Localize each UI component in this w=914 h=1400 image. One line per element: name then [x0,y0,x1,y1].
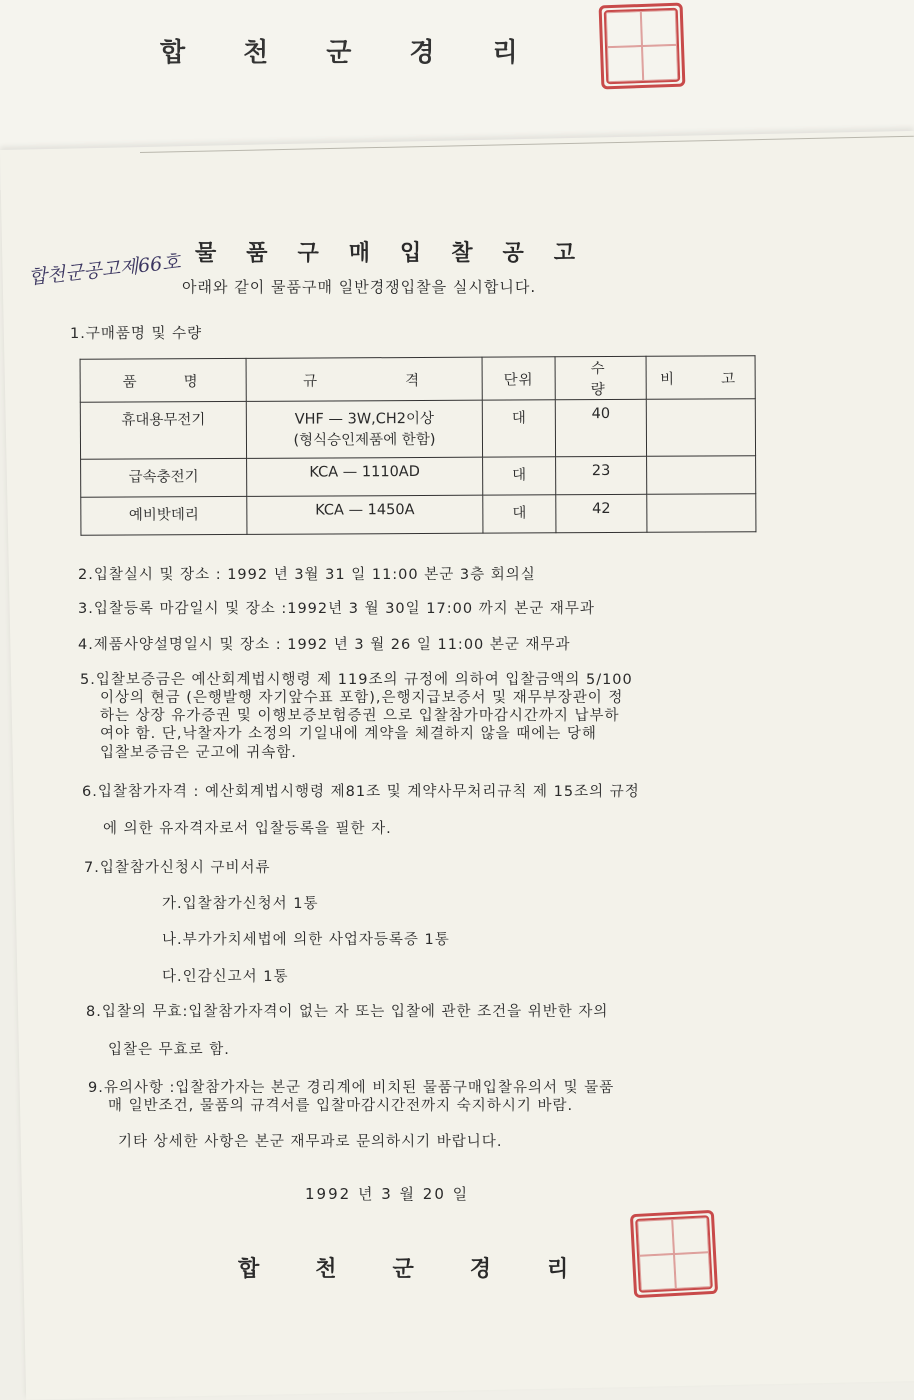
issuer-signature: 합천군경리 [238,1257,625,1282]
announcement-date: 1992 년 3 월 20 일 [305,1185,470,1203]
item-9-line: 9.유의사항 :입찰참가자는 본군 경리계에 비치된 물품구매입찰유의서 및 물품 [88,1080,615,1096]
item-5-line: 입찰보증금은 군고에 귀속함. [100,745,297,761]
table-row [81,494,756,536]
item-7-heading: 7.입찰참가신청시 구비서류 [84,860,271,876]
cell-qty: 42 [556,494,647,532]
cell-qty: 23 [556,456,647,494]
page-title: 물품구매입찰공고 [195,241,606,266]
cell-unit: 대 [483,457,556,495]
intro-text: 아래와 같이 물품구매 일반경쟁입찰을 실시합니다. [182,278,537,296]
item-6-line: 6.입찰참가자격 : 예산회계법시행령 제81조 및 계약사무처리규칙 제 15조의 규정 [82,784,640,800]
cell-spec-note: (형식승인제품에 한함) [293,431,436,449]
cell-spec-main: VHF — 3W,CH2이상 [294,410,435,428]
item-8-line: 8.입찰의 무효:입찰참가자격이 없는 자 또는 입찰에 관한 조건을 위반한 자의 [86,1004,609,1020]
table-row [80,399,755,460]
cell-spec: KCA — 1110AD [247,457,483,496]
item-4: 4.제품사양설명일시 및 장소 : 1992 년 3 월 26 일 11:00 본군 재무과 [78,637,571,653]
cell-spec [246,400,482,458]
cell-unit: 대 [482,400,555,457]
item-9-line: 매 일반조건, 물품의 규격서를 입찰마감시간전까지 숙지하시기 바람. [108,1098,574,1114]
header-name: 품 명 [80,358,246,402]
cell-remark [647,456,756,495]
item-5-line: 이상의 현금 (은행발행 자기앞수표 포함),은행지급보증서 및 재무부장관이 정 [100,690,624,706]
cell-qty: 40 [555,399,646,456]
item-3: 3.입찰등록 마감일시 및 장소 :1992년 3 월 30일 17:00 까지 본군 재무과 [78,601,595,617]
item-5-line: 하는 상장 유가증권 및 이행보증보험증권 으로 입찰참가마감시간까지 납부하 [100,708,620,724]
item-8-line: 입찰은 무효로 함. [108,1042,230,1058]
header-remark: 비 고 [646,356,755,400]
cell-name: 급속충전기 [81,458,247,497]
cell-spec: KCA — 1450A [247,495,483,534]
official-seal-bottom [630,1210,718,1298]
cell-name: 예비밧데리 [81,496,247,535]
item-7-sub: 다.인감신고서 1통 [162,969,289,985]
item-5-line: 5.입찰보증금은 예산회계법시행령 제 119조의 규정에 의하여 입찰금액의 5/100 [80,672,633,688]
closing-text: 기타 상세한 사항은 본군 재무과로 문의하시기 바랍니다. [118,1134,503,1150]
item-6-line: 에 의한 유자격자로서 입찰등록을 필한 자. [103,821,392,837]
item-7-sub: 나.부가가치세법에 의한 사업자등록증 1통 [162,932,450,948]
table-row [81,456,756,498]
header-unit: 단위 [482,357,555,400]
table-header-row [80,356,755,403]
items-table [80,355,757,536]
item-2: 2.입찰실시 및 장소 : 1992 년 3월 31 일 11:00 본군 3층 회의실 [78,567,536,583]
handwritten-note: 합천군공고제66호 [27,251,182,289]
item-7-sub: 가.입찰참가신청서 1통 [162,896,319,912]
header-qty: 수 량 [555,356,646,399]
item-5-line: 여야 함. 단,낙찰자가 소정의 기일내에 계약을 체결하지 않을 때에는 당해 [100,726,597,742]
top-sheet-signature: 합천군경리 [160,38,576,68]
header-spec: 규 격 [246,357,482,401]
section1-heading: 1.구매품명 및 수량 [70,326,203,342]
cell-unit: 대 [483,495,556,533]
cell-remark [647,494,756,533]
cell-remark [646,399,755,457]
cell-name: 휴대용무전기 [80,401,246,459]
